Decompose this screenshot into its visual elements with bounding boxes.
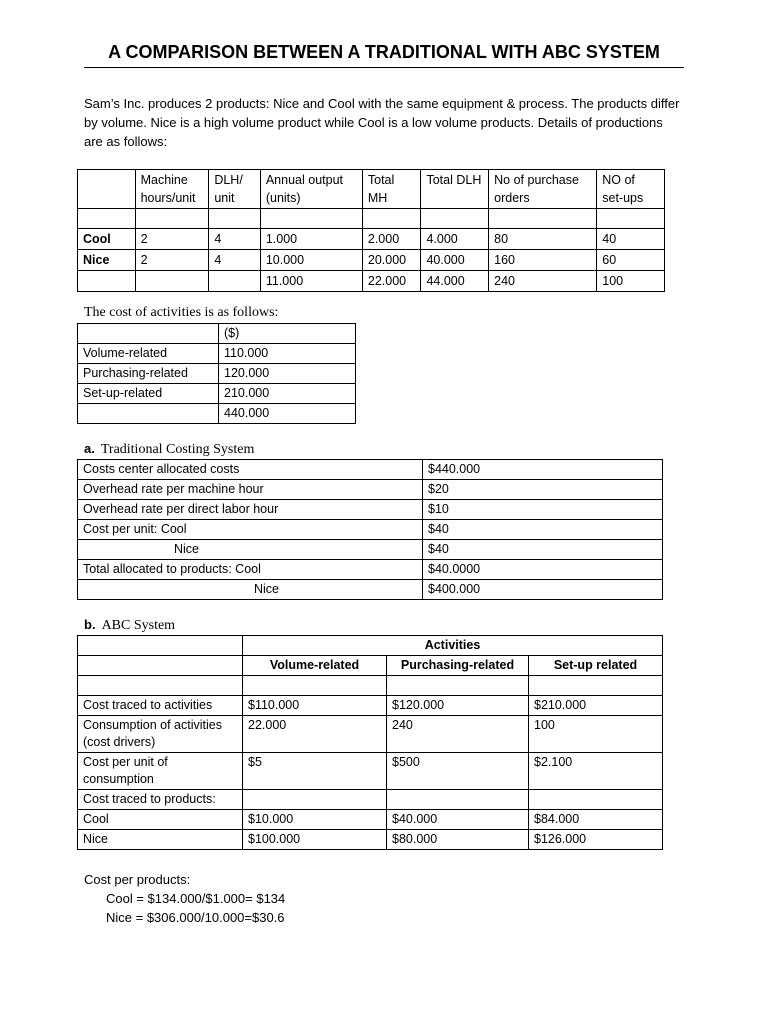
traditional-heading <box>84 441 254 458</box>
table-cell: 1.000 <box>260 229 362 250</box>
table-header-row <box>78 324 356 344</box>
table-row <box>78 790 663 810</box>
table-cell: 4 <box>209 229 261 250</box>
activities-cost-table <box>77 323 356 424</box>
header-cell: Purchasing-related <box>387 656 529 676</box>
abc-heading <box>84 617 175 634</box>
table-cell <box>78 271 136 292</box>
cost-per-products <box>84 870 285 927</box>
production-table <box>77 169 665 292</box>
table-cell: $10 <box>423 500 663 520</box>
table-cell: 110.000 <box>219 344 356 364</box>
table-cell: $400.000 <box>423 580 663 600</box>
table-cell: Set-up-related <box>78 384 219 404</box>
table-cell: $2.100 <box>529 753 663 790</box>
table-row <box>78 271 665 292</box>
table-cell: Cost per unit of consumption <box>78 753 243 790</box>
table-cell: Cost per unit: Cool <box>78 520 423 540</box>
header-cell: ($) <box>219 324 356 344</box>
section-title: Traditional Costing System <box>100 442 255 457</box>
table-row <box>78 344 356 364</box>
table-header-row <box>78 170 665 209</box>
table-cell: 11.000 <box>260 271 362 292</box>
table-row <box>78 540 663 560</box>
table-cell: $126.000 <box>529 830 663 850</box>
table-row <box>78 480 663 500</box>
header-cell: Annual output (units) <box>260 170 362 209</box>
table-cell <box>529 790 663 810</box>
table-cell: Nice <box>78 540 423 560</box>
table-cell: 2 <box>135 229 209 250</box>
table-cell: $110.000 <box>243 696 387 716</box>
table-cell: 160 <box>489 250 597 271</box>
table-row <box>78 500 663 520</box>
table-cell: $40 <box>423 540 663 560</box>
table-header-row <box>78 656 663 676</box>
table-cell: 20.000 <box>362 250 421 271</box>
table-row <box>78 229 665 250</box>
table-row <box>78 830 663 850</box>
table-cell: 40.000 <box>421 250 489 271</box>
table-row <box>78 460 663 480</box>
table-row <box>78 676 663 696</box>
header-cell <box>78 170 136 209</box>
table-row <box>78 209 665 229</box>
section-title: ABC System <box>101 618 176 633</box>
table-cell: 120.000 <box>219 364 356 384</box>
table-cell: 100 <box>597 271 665 292</box>
header-cell: NO of set-ups <box>597 170 665 209</box>
table-cell: 210.000 <box>219 384 356 404</box>
table-cell: Cost traced to products: <box>78 790 243 810</box>
table-cell: Cool <box>78 810 243 830</box>
table-cell: $20 <box>423 480 663 500</box>
table-header-row <box>78 636 663 656</box>
header-cell: DLH/ unit <box>209 170 261 209</box>
section-letter: b. <box>84 617 96 632</box>
table-cell: Cool <box>78 229 136 250</box>
table-cell: Total allocated to products: Cool <box>78 560 423 580</box>
table-cell: 40 <box>597 229 665 250</box>
table-row <box>78 384 356 404</box>
table-cell: 22.000 <box>362 271 421 292</box>
table-row <box>78 753 663 790</box>
table-row <box>78 404 356 424</box>
header-cell: No of purchase orders <box>489 170 597 209</box>
table-cell: 440.000 <box>219 404 356 424</box>
table-cell: Purchasing-related <box>78 364 219 384</box>
section-letter: a. <box>84 441 95 456</box>
table-cell: Volume-related <box>78 344 219 364</box>
table-cell: $500 <box>387 753 529 790</box>
table-cell <box>243 790 387 810</box>
activities-heading: The cost of activities is as follows: <box>84 305 279 320</box>
table-cell: Costs center allocated costs <box>78 460 423 480</box>
header-cell: Volume-related <box>243 656 387 676</box>
table-cell <box>78 404 219 424</box>
group-header-cell: Activities <box>243 636 663 656</box>
table-cell: 240 <box>387 716 529 753</box>
footer-line: Cool = $134.000/$1.000= $134 <box>106 891 286 906</box>
footer-heading: Cost per products: <box>84 872 191 887</box>
table-cell: $10.000 <box>243 810 387 830</box>
table-cell: 100 <box>529 716 663 753</box>
table-cell: 60 <box>597 250 665 271</box>
table-cell <box>387 790 529 810</box>
table-cell: $40.0000 <box>423 560 663 580</box>
table-cell: $84.000 <box>529 810 663 830</box>
table-cell: Nice <box>78 250 136 271</box>
table-cell: Cost traced to activities <box>78 696 243 716</box>
table-cell: $210.000 <box>529 696 663 716</box>
page-title: A COMPARISON BETWEEN A TRADITIONAL WITH ABC SYSTEM <box>84 42 684 68</box>
table-cell: Nice <box>78 580 423 600</box>
table-cell: $440.000 <box>423 460 663 480</box>
table-cell: $80.000 <box>387 830 529 850</box>
footer-line: Nice = $306.000/10.000=$30.6 <box>106 910 285 925</box>
table-cell: Nice <box>78 830 243 850</box>
header-cell: Set-up related <box>529 656 663 676</box>
header-cell: Total DLH <box>421 170 489 209</box>
table-cell <box>209 271 261 292</box>
table-cell: $120.000 <box>387 696 529 716</box>
table-cell: 44.000 <box>421 271 489 292</box>
table-cell: 2 <box>135 250 209 271</box>
intro-paragraph: Sam’s Inc. produces 2 products: Nice and Cool with the same equipment & process. The products differ by volume. Nice is a high volume product while Cool is a low volume products. Details of productions are as follows: <box>84 96 680 149</box>
table-cell: 80 <box>489 229 597 250</box>
table-row <box>78 716 663 753</box>
abc-system-table <box>77 635 663 850</box>
table-cell: 4.000 <box>421 229 489 250</box>
table-cell: 240 <box>489 271 597 292</box>
table-row <box>78 696 663 716</box>
table-row <box>78 810 663 830</box>
table-cell: Overhead rate per machine hour <box>78 480 423 500</box>
table-cell: 10.000 <box>260 250 362 271</box>
table-row <box>78 560 663 580</box>
table-row <box>78 520 663 540</box>
table-cell: 4 <box>209 250 261 271</box>
table-cell: $40.000 <box>387 810 529 830</box>
table-row <box>78 364 356 384</box>
table-cell: $5 <box>243 753 387 790</box>
table-row <box>78 580 663 600</box>
header-cell: Machine hours/unit <box>135 170 209 209</box>
table-cell: 2.000 <box>362 229 421 250</box>
traditional-costing-table <box>77 459 663 600</box>
table-cell <box>135 271 209 292</box>
table-cell: $40 <box>423 520 663 540</box>
header-cell: Total MH <box>362 170 421 209</box>
table-cell: Consumption of activities (cost drivers) <box>78 716 243 753</box>
table-cell: $100.000 <box>243 830 387 850</box>
table-cell: Overhead rate per direct labor hour <box>78 500 423 520</box>
table-row <box>78 250 665 271</box>
table-cell: 22.000 <box>243 716 387 753</box>
